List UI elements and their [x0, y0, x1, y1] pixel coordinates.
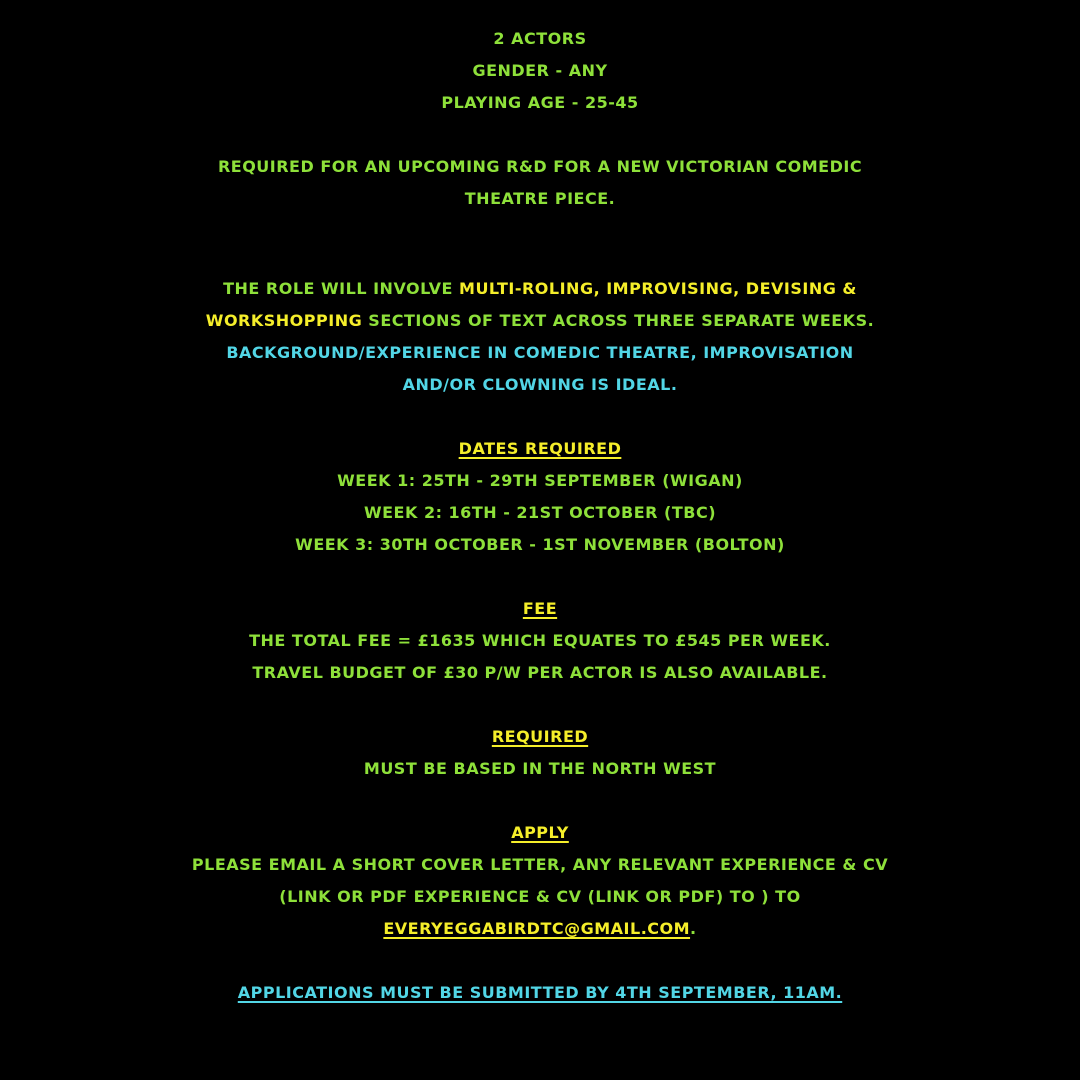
- fee-heading-line: [0, 593, 1080, 625]
- spacer: [0, 215, 1080, 273]
- spacer: [0, 561, 1080, 593]
- spacer: [0, 401, 1080, 433]
- intro-line-1: REQUIRED FOR AN UPCOMING R&D FOR A NEW VICTORIAN COMEDIC: [217, 157, 863, 176]
- spacer: [0, 785, 1080, 817]
- role-line-2-suffix: SECTIONS OF TEXT ACROSS THREE SEPARATE WEEKS.: [362, 311, 875, 330]
- spacer: [0, 689, 1080, 721]
- location-requirement: MUST BE BASED IN THE NORTH WEST: [363, 759, 717, 778]
- date-week-3: WEEK 3: 30TH OCTOBER - 1ST NOVEMBER (BOLTON): [295, 535, 785, 554]
- required-heading-line: [0, 721, 1080, 753]
- dates-heading: DATES REQUIRED: [458, 439, 622, 458]
- apply-heading: APPLY: [511, 823, 569, 842]
- email-link[interactable]: EVERYEGGABIRDTC@GMAIL.COM: [383, 919, 691, 938]
- role-experience-line-1: BACKGROUND/EXPERIENCE IN COMEDIC THEATRE, IMPROVISATION: [226, 343, 854, 362]
- required-heading: REQUIRED: [491, 727, 589, 746]
- role-line-2: [0, 305, 1080, 337]
- role-workshopping-highlight: WORKSHOPPING: [205, 311, 363, 330]
- apply-email-line: [0, 913, 1080, 945]
- intro-line-2: THEATRE PIECE.: [464, 189, 616, 208]
- travel-budget-line: TRAVEL BUDGET OF £30 P/W PER ACTOR IS ALSO AVAILABLE.: [252, 663, 828, 682]
- gender-line: GENDER - ANY: [472, 61, 608, 80]
- dates-heading-line: [0, 433, 1080, 465]
- deadline-line: [0, 977, 1080, 1009]
- apply-instructions-line-1: PLEASE EMAIL A SHORT COVER LETTER, ANY RELEVANT EXPERIENCE & CV: [191, 855, 889, 874]
- role-skills-highlight: MULTI-ROLING, IMPROVISING, DEVISING &: [459, 279, 857, 298]
- spacer: [0, 119, 1080, 151]
- fee-total-line: THE TOTAL FEE = £1635 WHICH EQUATES TO £545 PER WEEK.: [249, 631, 831, 650]
- email-suffix: .: [690, 919, 697, 938]
- fee-heading: FEE: [522, 599, 558, 618]
- date-week-2: WEEK 2: 16TH - 21ST OCTOBER (TBC): [363, 503, 717, 522]
- actors-count: 2 ACTORS: [493, 29, 587, 48]
- playing-age-line: PLAYING AGE - 25-45: [441, 93, 639, 112]
- role-experience-line-2: AND/OR CLOWNING IS IDEAL.: [402, 375, 678, 394]
- role-line-1-prefix: THE ROLE WILL INVOLVE: [223, 279, 460, 298]
- date-week-1: WEEK 1: 25TH - 29TH SEPTEMBER (WIGAN): [337, 471, 743, 490]
- role-line-1: [0, 273, 1080, 305]
- spacer: [0, 945, 1080, 977]
- application-deadline: APPLICATIONS MUST BE SUBMITTED BY 4TH SEPTEMBER, 11AM.: [237, 983, 843, 1002]
- apply-heading-line: [0, 817, 1080, 849]
- apply-instructions-line-2: (LINK OR PDF EXPERIENCE & CV (LINK OR PDF) TO ) TO: [279, 887, 801, 906]
